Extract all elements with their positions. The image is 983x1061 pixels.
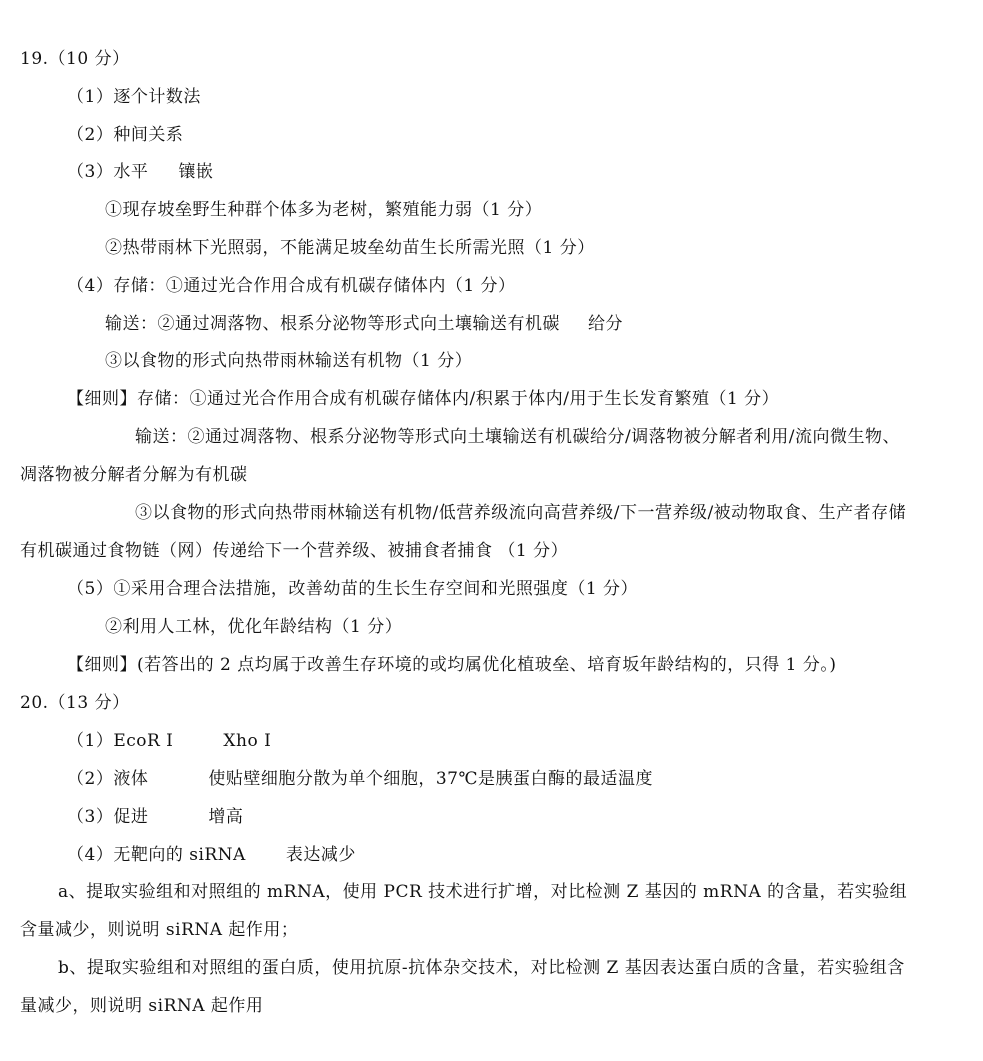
q20-method-b-line2: 量减少，则说明 siRNA 起作用: [20, 996, 264, 1016]
q19-part5-1: （5）①采用合理合法措施，改善幼苗的生长生存空间和光照强度（1 分）: [67, 579, 639, 599]
q19-rule1-item3-line1: ③以食物的形式向热带雨林输送有机物/低营养级流向高营养级/下一营养级/被动物取食、生产者存储: [135, 503, 907, 523]
q19-part4-transport: [105, 313, 623, 335]
q20-part3-label: （3）促进: [67, 807, 149, 827]
q20-part1-answer2: Xho I: [223, 731, 272, 751]
q20-part2-label: （2）液体: [67, 769, 149, 789]
q20-method-b-line1: b、提取实验组和对照组的蛋白质，使用抗原-抗体杂交技术，对比检测 Z 基因表达蛋白质的含量，若实验组含: [58, 958, 905, 978]
q19-part5-2: ②利用人工林，优化年龄结构（1 分）: [105, 617, 403, 637]
q20-method-a-line1: a、提取实验组和对照组的 mRNA，使用 PCR 技术进行扩增，对比检测 Z 基因的 mRNA 的含量，若实验组: [58, 882, 908, 902]
q20-part1-label: （1）EcoR I: [67, 731, 174, 751]
q19-part3-label: （3）水平: [67, 162, 149, 182]
q19-rule1-transport-line2: 凋落物被分解者分解为有机碳: [20, 465, 248, 485]
q19-rule1-item3-line2: 有机碳通过食物链（网）传递给下一个营养级、被捕食者捕食 （1 分）: [20, 541, 569, 561]
q20-part4-label: （4）无靶向的 siRNA: [67, 845, 246, 865]
q19-part3-answer2: 镶嵌: [178, 162, 214, 182]
q19-part4-transport-text: 输送：②通过凋落物、根系分泌物等形式向土壤输送有机碳: [105, 314, 560, 334]
q19-header: 19.（10 分）: [20, 49, 130, 69]
q19-part3-sub2: ②热带雨林下光照弱，不能满足坡垒幼苗生长所需光照（1 分）: [105, 238, 595, 258]
q19-part4-item3: ③以食物的形式向热带雨林输送有机物（1 分）: [105, 351, 473, 371]
q19-rule1-transport-line1: 输送：②通过凋落物、根系分泌物等形式向土壤输送有机碳给分/调落物被分解者利用/流向微生物、: [135, 427, 900, 447]
q20-part3-answer2: 增高: [208, 807, 244, 827]
q19-part3-sub1: ①现存坡垒野生种群个体多为老树，繁殖能力弱（1 分）: [105, 200, 543, 220]
q19-part4-store: （4）存储：①通过光合作用合成有机碳存储体内（1 分）: [67, 276, 516, 296]
q19-part3: [67, 161, 213, 183]
q19-part4-transport-score: 给分: [588, 314, 623, 334]
q19-part1: （1）逐个计数法: [67, 87, 201, 107]
q20-part1: [67, 730, 271, 752]
q19-part2: （2）种间关系: [67, 125, 184, 145]
q20-method-a-line2: 含量减少，则说明 siRNA 起作用；: [20, 920, 299, 940]
q19-rule2: 【细则】(若答出的 2 点均属于改善生存环境的或均属优化植玻垒、培育坂年龄结构的，只得 1 分。): [67, 655, 837, 675]
q20-part3: [67, 806, 243, 828]
q20-part4: [67, 844, 356, 866]
q20-part2: [67, 768, 653, 790]
q19-rule1-store: 【细则】存储：①通过光合作用合成有机碳存储体内/积累于体内/用于生长发育繁殖（1 分）: [67, 389, 780, 409]
q20-part4-answer2: 表达减少: [285, 845, 356, 865]
q20-header: 20.（13 分）: [20, 693, 130, 713]
q20-part2-answer2: 使贴壁细胞分散为单个细胞，37℃是胰蛋白酶的最适温度: [208, 769, 653, 789]
